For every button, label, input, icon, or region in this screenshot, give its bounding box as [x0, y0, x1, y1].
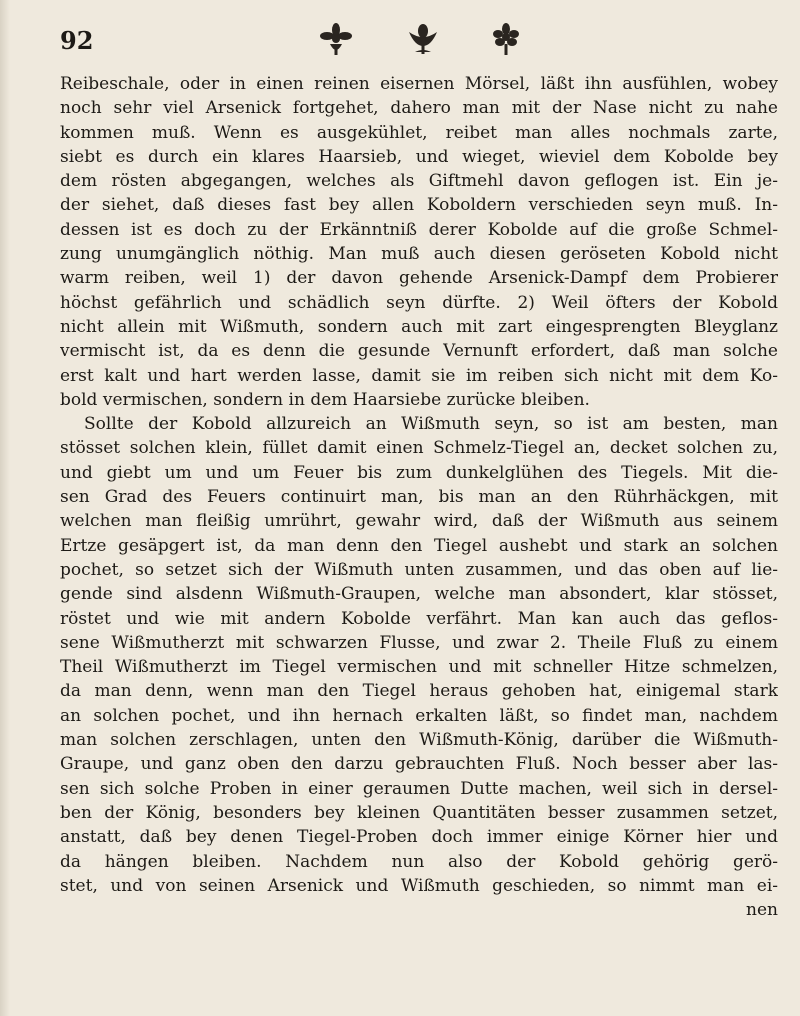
text-line: dessen ist es doch zu der Erkänntniß derer Kobolde auf die große Schmel- [60, 219, 778, 240]
text-line: röstet und wie mit andern Kobolde verfährt. Man kan auch das geflos- [60, 608, 778, 629]
text-line: warm reiben, weil 1) der davon gehende Arsenick-Dampf dem Probierer [60, 268, 778, 289]
flower-ornament-icon [488, 22, 524, 56]
text-line: höchst gefährlich und schädlich seyn dürfte. 2) Weil öfters der Kobold [60, 292, 778, 313]
page-number: 92 [60, 26, 94, 55]
text-line: nicht allein mit Wißmuth, sondern auch mit zart eingesprengten Bleyglanz [60, 316, 778, 337]
body-text [60, 72, 778, 922]
text-line: und giebt um und um Feuer bis zum dunkelglühen des Tiegels. Mit die- [60, 462, 778, 483]
text-line: Graupe, und ganz oben den darzu gebrauchten Fluß. Noch besser aber las- [60, 754, 778, 775]
text-line: man solchen zerschlagen, unten den Wißmuth-König, darüber die Wißmuth- [60, 730, 778, 751]
flower-ornament-icon [318, 22, 354, 56]
text-line: noch sehr viel Arsenick fortgehet, dahero man mit der Nase nicht zu nahe [60, 98, 778, 119]
page-edge [0, 0, 10, 1016]
text-line: sen Grad des Feuers continuirt man, bis man an den Rührhäckgen, mit [60, 487, 778, 508]
text-line: erst kalt und hart werden lasse, damit sie im reiben sich nicht mit dem Ko- [60, 365, 778, 386]
text-line: der siehet, daß dieses fast bey allen Koboldern verschieden seyn muß. In- [60, 195, 778, 216]
text-line: vermischt ist, da es denn die gesunde Vernunft erfordert, daß man solche [60, 341, 778, 362]
text-line: anstatt, daß bey denen Tiegel-Proben doch immer einige Körner hier und [60, 827, 778, 848]
text-line: gende sind alsdenn Wißmuth-Graupen, welche man absondert, klar stösset, [60, 584, 778, 605]
text-line: pochet, so setzet sich der Wißmuth unten zusammen, und das oben auf lie- [60, 559, 778, 580]
text-line: sene Wißmutherzt mit schwarzen Flusse, und zwar 2. Theile Fluß zu einem [60, 632, 778, 653]
text-line: stet, und von seinen Arsenick und Wißmuth geschieden, so nimmt man ei- [60, 875, 778, 896]
text-line: Reibeschale, oder in einen reinen eisernen Mörsel, läßt ihn ausfühlen, wobey [60, 74, 778, 94]
text-line: kommen muß. Wenn es ausgekühlet, reibet man alles nochmals zarte, [60, 122, 778, 143]
text-line: siebt es durch ein klares Haarsieb, und wieget, wieviel dem Kobolde bey [60, 146, 778, 167]
text-line: da man denn, wenn man den Tiegel heraus gehoben hat, einigemal stark [60, 681, 778, 702]
text-line: da hängen bleiben. Nachdem nun also der Kobold gehörig gerö- [60, 851, 778, 872]
text-line: dem rösten abgegangen, welches als Giftmehl davon geflogen ist. Ein je- [60, 171, 778, 192]
text-line: nen [746, 900, 778, 921]
text-line: bold vermischen, sondern in dem Haarsiebe zurücke bleiben. [60, 389, 590, 410]
text-line: ben der König, besonders bey kleinen Quantitäten besser zusammen setzet, [60, 802, 778, 823]
text-line: welchen man fleißig umrührt, gewahr wird, daß der Wißmuth aus seinem [60, 511, 778, 532]
text-line: Sollte der Kobold allzureich an Wißmuth seyn, so ist am besten, man [84, 414, 778, 435]
text-line: an solchen pochet, und ihn hernach erkalten läßt, so findet man, nachdem [60, 705, 778, 726]
text-line: zung unumgänglich nöthig. Man muß auch diesen geröseten Kobold nicht [60, 244, 778, 265]
flower-ornament-icon [405, 22, 441, 56]
text-line: sen sich solche Proben in einer geraumen Dutte machen, weil sich in dersel- [60, 778, 778, 799]
text-line: Theil Wißmutherzt im Tiegel vermischen und mit schneller Hitze schmelzen, [60, 657, 778, 678]
text-line: stösset solchen klein, füllet damit einen Schmelz-Tiegel an, decket solchen zu, [60, 438, 778, 459]
text-line: Ertze gesäpgert ist, da man denn den Tiegel aushebt und stark an solchen [60, 535, 778, 556]
